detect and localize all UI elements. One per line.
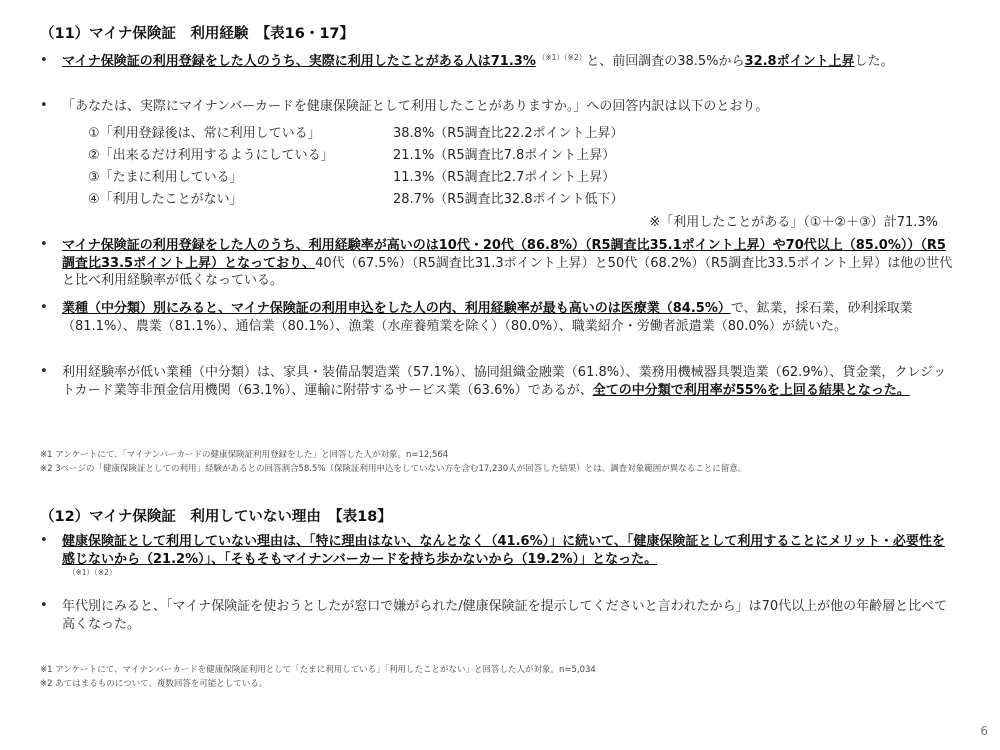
breakdown-label: ③「たまに利用している」	[88, 170, 243, 185]
section-12-title: （12）マイナ保険証 利用していない理由 【表18】	[40, 509, 392, 525]
s11-b4-tail: で、鉱業，採石業，砂利採取業（81.1%）、農業（81.1%）、通信業（80.1%）、漁業（水産養殖業を除く）（80.0%）、職業紹介・労働者派遣業（80.0%）が続いた。	[62, 301, 913, 334]
s11-b3-tail: 40代（67.5%）（R5調査比31.3ポイント上昇）と50代（68.2%）（R5調査比33.5ポイント上昇）は他の世代と比べ利用経験率が低くなっている。	[62, 255, 953, 288]
breakdown-label: ④「利用したことがない」	[88, 192, 243, 207]
s11-bullet-4	[62, 300, 954, 335]
breakdown-value: 28.7%（R5調査比32.8ポイント低下）	[393, 192, 624, 207]
breakdown-label: ①「利用登録後は、常に利用している」	[88, 126, 321, 141]
s11-b3-bold: マイナ保険証の利用登録をした人のうち、利用経験率が高いのは10代・20代（86.8%）（R5調査比35.1ポイント上昇）や70代以上（85.0%））（R5調査比33.5ポイント上昇）となっており、	[62, 238, 946, 271]
breakdown-value: 38.8%（R5調査比22.2ポイント上昇）	[393, 126, 624, 141]
s11-b5-text: 利用経験率が低い業種（中分類）は、家具・装備品製造業（57.1%）、協同組織金融業（61.8%）、業務用機械器具製造業（62.9%）、貸金業，クレジットカード業等非預金信用機関（63.1%）、運輸に附帯するサービス業（63.6%）であるが、	[62, 365, 947, 398]
bullet-marker: •	[40, 98, 48, 113]
s11-b1-bold2: 32.8ポイント上昇	[744, 54, 855, 69]
bullet-marker: •	[40, 237, 48, 252]
bullet-marker: •	[40, 53, 48, 68]
s11-b1-bold: マイナ保険証の利用登録をした人のうち、実際に利用したことがある人は71.3%	[62, 54, 536, 69]
s11-bullet-5	[62, 364, 954, 399]
s11-b1-tail: した。	[854, 54, 894, 69]
breakdown-label: ②「出来るだけ利用するようにしている」	[88, 148, 334, 163]
page-number: 6	[980, 724, 988, 738]
s11-footnote-1: ※1 アンケートにて、「マイナンバーカードの健康保険証利用登録をした」と回答した人が対象。n=12,564	[40, 450, 449, 460]
bullet-marker: •	[40, 533, 48, 548]
breakdown-value: 11.3%（R5調査比2.7ポイント上昇）	[393, 170, 616, 185]
section-11-title: （11）マイナ保険証 利用経験 【表16・17】	[40, 26, 354, 42]
bullet-marker: •	[40, 300, 48, 315]
s11-b1-mid: と、前回調査の38.5%から	[586, 54, 745, 69]
s11-b5-bold: 全ての中分類で利用率が55%を上回る結果となった。	[592, 382, 910, 398]
s12-bullet-1	[62, 533, 954, 577]
breakdown-value: 21.1%（R5調査比7.8ポイント上昇）	[393, 148, 616, 163]
s12-b1-bold: 健康保険証として利用していない理由は、「特に理由はない、なんとなく（41.6%）」に続いて、「健康保険証として利用することにメリット・必要性を感じないから（21.2%）」、「そもそもマイナンバーカードを持ち歩かないから（19.2%）」となった。	[62, 534, 945, 567]
s11-bullet-3	[62, 237, 954, 290]
bullet-marker: •	[40, 364, 48, 379]
s11-b1-notes: （※1）（※2）	[537, 52, 587, 62]
bullet-marker: •	[40, 598, 48, 613]
s11-b4-bold: 業種（中分類）別にみると、マイナ保険証の利用申込をした人の内、利用経験率が最も高いのは医療業（84.5%）	[62, 301, 731, 316]
s11-bullet-2-text: 「あなたは、実際にマイナンバーカードを健康保険証として利用したことがありますか。」への回答内訳は以下のとおり。	[62, 99, 769, 114]
s12-footnote-1: ※1 アンケートにて、マイナンバーカードを健康保険証利用として「たまに利用している」「利用したことがない」と回答した人が対象。n=5,034	[40, 665, 596, 675]
s11-bullet-1	[62, 53, 954, 71]
breakdown-summary: ※「利用したことがある」（①＋②＋③）計71.3%	[649, 215, 938, 230]
s12-bullet-2-text: 年代別にみると、「マイナ保険証を使おうとしたが窓口で嫌がられた/健康保険証を提示してくださいと言われたから」は70代以上が他の年齢層と比べて高くなった。	[62, 599, 948, 632]
s11-footnote-2: ※2 3ページの「健康保険証としての利用」経験があるとの回答割合58.5%（保険証利用申込をしていない方を含む17,230人が回答した結果）とは、調査対象範囲が異なることに留意。	[40, 464, 747, 474]
s12-b1-notes: （※1）（※2）	[68, 568, 117, 577]
s12-footnote-2: ※2 あてはまるものについて、複数回答を可能としている。	[40, 679, 268, 689]
